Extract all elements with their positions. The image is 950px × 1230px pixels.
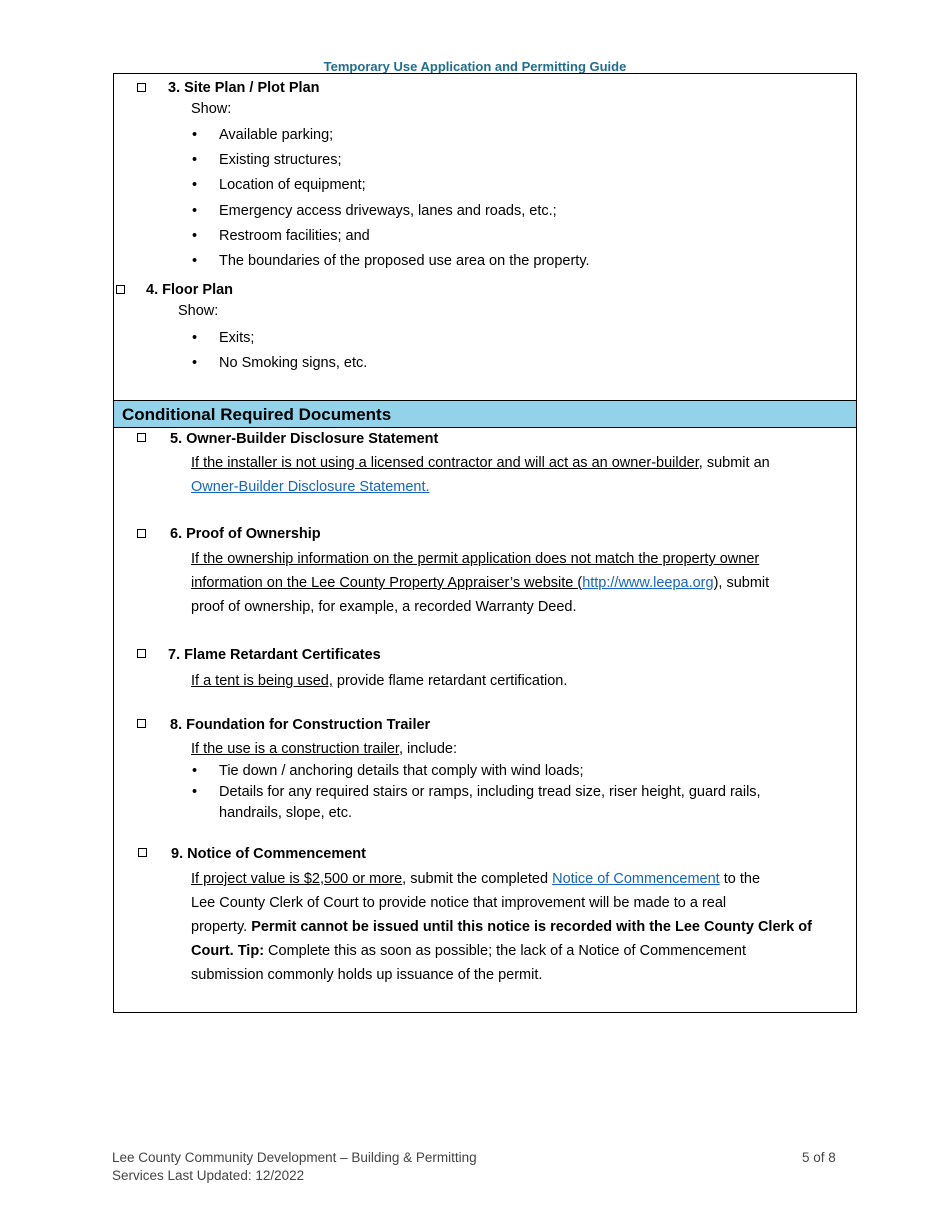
owner-builder-link[interactable]: Owner-Builder Disclosure Statement. [191,479,430,495]
conditional-section-header [114,400,856,428]
owner-builder-condition: If the installer is not using a licensed contractor and will act as an owner-builder [191,455,699,471]
list-item: • Available parking; [192,127,334,143]
list-item-continuation: handrails, slope, etc. [219,805,352,821]
notice-title: 9. Notice of Commencement [171,846,366,862]
list-item: • Details for any required stairs or ramps, including tread size, riser height, guard rails, [192,784,761,800]
owner-builder-title: 5. Owner-Builder Disclosure Statement [170,431,439,447]
notice-checkbox[interactable] [138,848,147,857]
flame-text: If a tent is being used, provide flame retardant certification. [191,673,568,689]
checklist-frame [113,73,857,1013]
page-number: 5 of 8 [802,1150,836,1165]
site-plan-show-label: Show: [191,101,232,117]
conditional-section-heading: Conditional Required Documents [122,405,392,424]
floor-plan-checkbox[interactable] [116,285,125,294]
document-header-title: Temporary Use Application and Permitting Guide [323,59,627,74]
footer-line-1: Lee County Community Development – Building & Permitting [112,1150,477,1165]
owner-builder-text: If the installer is not using a licensed contractor and will act as an owner-builder, submit an Owner-Builder Disclosure Statement. [191,455,770,495]
list-item: • Existing structures; [192,152,342,168]
site-plan-checkbox[interactable] [137,83,146,92]
list-item: • Exits; [192,330,255,346]
list-item: • No Smoking signs, etc. [192,355,368,371]
flame-title: 7. Flame Retardant Certificates [168,647,381,663]
footer-line-2: Services Last Updated: 12/2022 [112,1168,305,1183]
foundation-checkbox[interactable] [137,719,146,728]
floor-plan-title: 4. Floor Plan [146,282,234,298]
notice-of-commencement-link[interactable]: Notice of Commencement [552,871,720,887]
ownership-checkbox[interactable] [137,529,146,538]
list-item: • Restroom facilities; and [192,228,370,244]
ownership-text: If the ownership information on the permit application does not match the property owner information on the Lee County Property Appraiser’s website (http://www.leepa.org), submit proof of ownership, for example, a recorded Warranty Deed. [191,551,770,615]
notice-text: If project value is $2,500 or more, submit the completed Notice of Commencement to the Lee County Clerk of Court to provide notice that improvement will be made to a real property. Permit cannot be issued until this notice is recorded with the Lee County Clerk of Court. Tip: Complete this as soon as possible; the lack of a Notice of Commencement submission commonly holds up issuance of the permit. [191,871,812,983]
list-item: • Tie down / anchoring details that comply with wind loads; [192,763,584,779]
foundation-title: 8. Foundation for Construction Trailer [170,717,431,733]
site-plan-title: 3. Site Plan / Plot Plan [168,80,320,96]
foundation-text: If the use is a construction trailer, include: [191,741,457,757]
ownership-title: 6. Proof of Ownership [170,526,321,542]
list-item: • Emergency access driveways, lanes and roads, etc.; [192,203,557,219]
flame-checkbox[interactable] [137,649,146,658]
floor-plan-show-label: Show: [178,303,219,319]
owner-builder-checkbox[interactable] [137,433,146,442]
leepa-link[interactable]: http://www.leepa.org [582,575,714,591]
list-item: • The boundaries of the proposed use area on the property. [192,253,590,269]
list-item: • Location of equipment; [192,177,366,193]
